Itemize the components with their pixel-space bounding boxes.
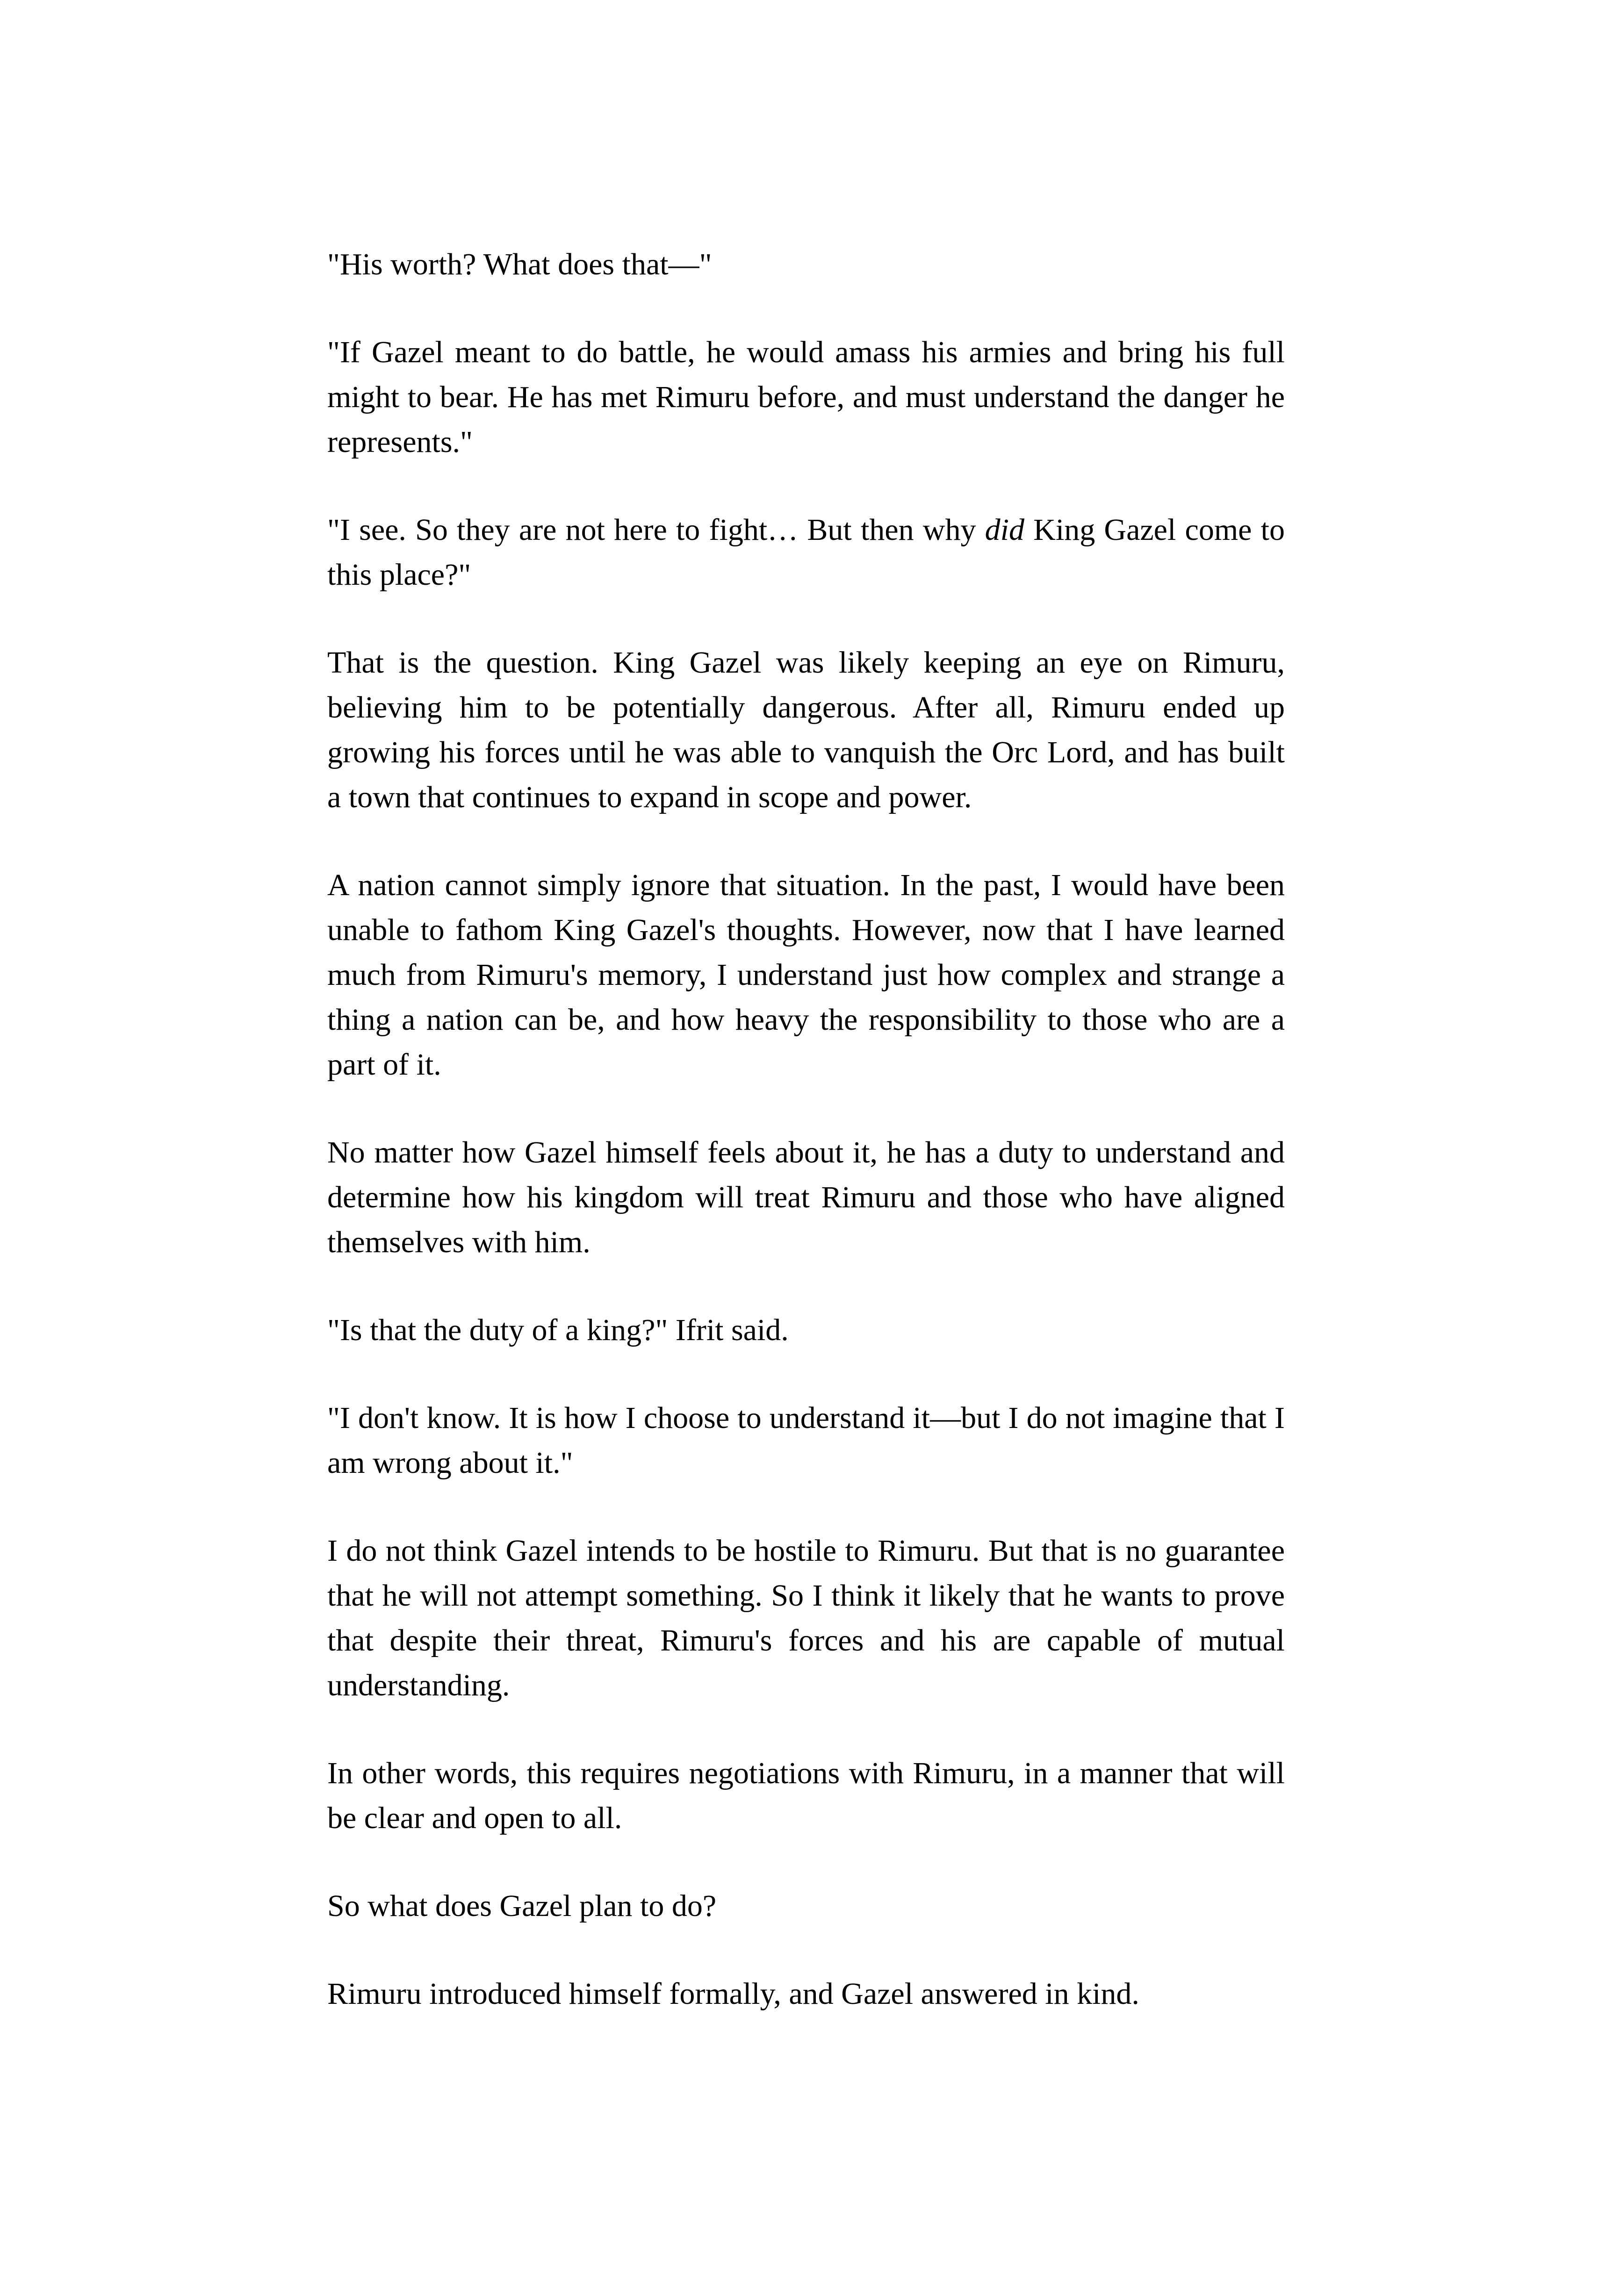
text-run: "I see. So they are not here to fight… But then why bbox=[327, 513, 985, 547]
paragraph bbox=[327, 1396, 1285, 1485]
paragraph bbox=[327, 1751, 1285, 1841]
text-run: King Gazel come to this place?" bbox=[327, 513, 1285, 592]
text-run: I do not think Gazel intends to be hostile to Rimuru. But that is no guarantee that he will not attempt something. So I think it likely that he wants to prove that despite their threat, Rimuru's forces and his are capable of mutual understanding. bbox=[327, 1534, 1285, 1702]
paragraph bbox=[327, 330, 1285, 465]
text-run: "Is that the duty of a king?" Ifrit said. bbox=[327, 1313, 789, 1347]
paragraph bbox=[327, 508, 1285, 597]
text-run: A nation cannot simply ignore that situation. In the past, I would have been unable to fathom King Gazel's thoughts. However, now that I have learned much from Rimuru's memory, I understand just how complex and strange a thing a nation can be, and how heavy the responsibility to those who are a part of it. bbox=[327, 868, 1285, 1082]
paragraph bbox=[327, 242, 1285, 287]
page-text bbox=[327, 242, 1285, 2016]
text-run: That is the question. King Gazel was likely keeping an eye on Rimuru, believing him to be potentially dangerous. After all, Rimuru ended up growing his forces until he was able to vanquish the Orc Lord, and has built a town that continues to expand in scope and power. bbox=[327, 646, 1285, 814]
paragraph bbox=[327, 1130, 1285, 1265]
paragraph bbox=[327, 1884, 1285, 1929]
paragraph bbox=[327, 1528, 1285, 1708]
paragraph bbox=[327, 1972, 1285, 2016]
text-run: So what does Gazel plan to do? bbox=[327, 1889, 717, 1923]
text-run: Rimuru introduced himself formally, and Gazel answered in kind. bbox=[327, 1977, 1139, 2011]
paragraph bbox=[327, 1308, 1285, 1353]
italic-text-run: did bbox=[985, 513, 1025, 547]
text-run: "His worth? What does that—" bbox=[327, 247, 712, 281]
text-run: "If Gazel meant to do battle, he would amass his armies and bring his full might to bear. He has met Rimuru before, and must understand the danger he represents." bbox=[327, 335, 1285, 459]
paragraph bbox=[327, 640, 1285, 820]
paragraph bbox=[327, 863, 1285, 1087]
text-run: In other words, this requires negotiations with Rimuru, in a manner that will be clear and open to all. bbox=[327, 1756, 1285, 1835]
text-run: "I don't know. It is how I choose to understand it—but I do not imagine that I am wrong about it." bbox=[327, 1401, 1285, 1480]
text-run: No matter how Gazel himself feels about it, he has a duty to understand and determine how his kingdom will treat Rimuru and those who have aligned themselves with him. bbox=[327, 1135, 1285, 1259]
